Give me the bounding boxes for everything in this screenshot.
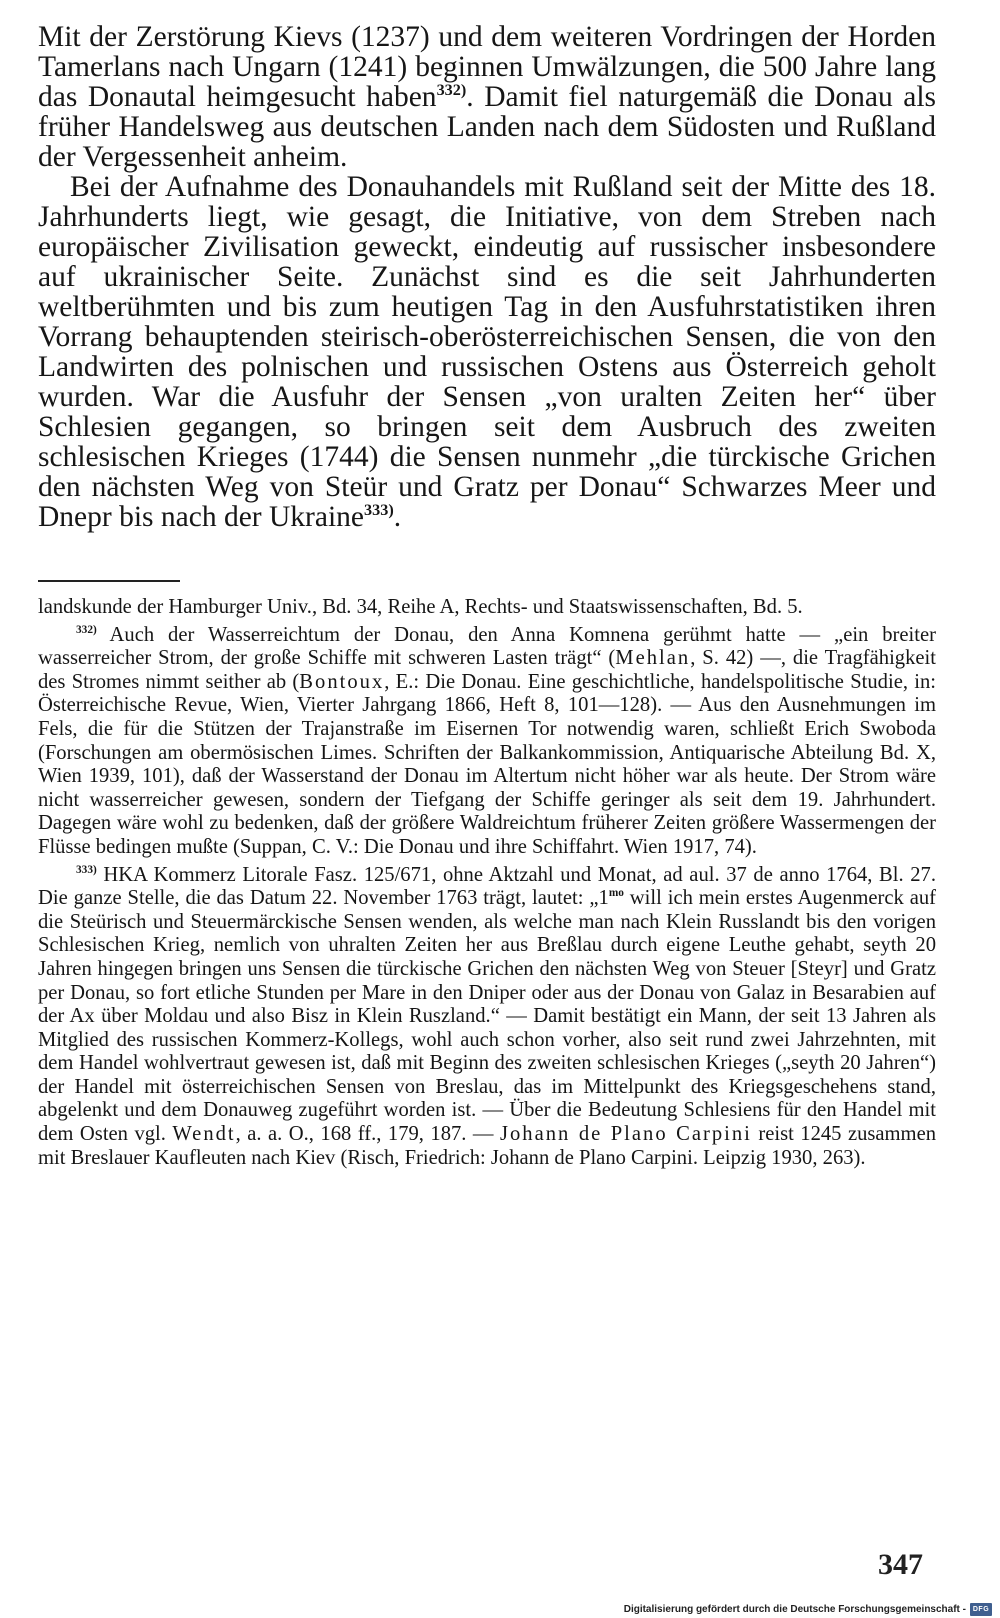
footnote-333-text-d: reist 1245 zusammen mit Breslauer Kaufleuten nach Kiev (Risch, Friedrich: Johann de Plano Carpini. Leipzig 1930, 263).: [38, 1123, 937, 1169]
footnote-332: [38, 624, 936, 860]
footnote-333-author-carpini: Johann de Plano Carpini: [500, 1123, 752, 1146]
footnote-continuation: landskunde der Hamburger Univ., Bd. 34, Reihe A, Rechts- und Staatswissenschaften, Bd. 5.: [38, 596, 803, 618]
footnote-332-text-c: , E.: Die Donau. Eine geschichtliche, handelspolitische Studie, in: Österreichische Revue, Wien, Vierter Jahrgang 1866, Heft 8, 101—128). — Aus den Ausnehmungen im Fels, die für die Stützen der Trajanstraße im Eisernen Tor notwendig waren, schließt Erich Swoboda (Forschungen am obermösischen Limes. Schriften der Balkankommission, Antiquarische Abteilung Bd. X, Wien 1939, 101), daß der Wasserstand der Donau im Altertum nicht höher war als heute. Der Strom wäre nicht wasserreicher gewesen, sondern der Tiefgang der Schiffe geringer als seit dem 19. Jahrhundert. Dagegen wäre wohl zu bedenken, daß der größere Waldreichtum früherer Zeiten größere Wassermengen der Flüsse bedingen mußte (Suppan, C. V.: Die Donau und ihre Schiffahrt. Wien 1917, 74).: [38, 670, 936, 858]
page-number: 347: [878, 1548, 923, 1581]
footnote-ref-333: 333): [364, 501, 394, 520]
footnote-333-number: 333): [76, 863, 97, 876]
paragraph-1: [38, 22, 936, 172]
footnote-ref-332: 332): [436, 81, 467, 100]
footnotes: [38, 596, 936, 1170]
footnote-333: [38, 864, 936, 1171]
footnote-333-superscript: mo: [608, 887, 624, 900]
footnote-333-text-c: , a. a. O., 168 ff., 179, 187. —: [235, 1123, 500, 1146]
footnote-separator: [38, 580, 180, 582]
credit-text: Digitalisierung gefördert durch die Deutsche Forschungsgemeinschaft -: [623, 1604, 966, 1615]
paragraph-2: [38, 172, 936, 532]
paragraph-1-text-a: Mit der Zerstörung Kievs (1237) und dem weiteren Vordringen der Horden Tamerlans nach Ungarn (1241) beginnen Umwälzungen, die 500 Jahre lang das Donautal heimgesucht haben: [38, 21, 936, 113]
footnote-333-text-b: will ich mein erstes Augenmerck auf die Steürisch und Steuermärckische Sensen wenden, als welche man nach Klein Russlandt bis den vorigen Schlesischen Krieg, nemlich von uhralten Zeiten her aus Breßlau durch eigene Leuthe gehabt, seyth 20 Jahren hingegen bringen uns Sensen die türckische Grichen den nächsten Weg von Steuer [Steyr] und Gratz per Donau, so fort etliche Stunden per Mare in den Dniper oder aus der Donau von Galaz in Besarabien auf der Ax über Moldau und also Bisz in Klein Ruszland.“ — Damit bestätigt ein Mann, der seit 13 Jahren als Mitglied des russischen Kommerz-Kollegs, wohl auch schon vorher, also seit rund zwei Jahrzehnten, mit dem Handel wohlvertraut gewesen ist, daß mit Beginn des zweiten schlesischen Krieges („seyth 20 Jahren“) der Handel mit österreichischen Sensen von Breslau, das im Mittelpunkt des Kriegsgeschehens stand, abgelenkt und dem Donauweg zugeführt worden ist. — Über die Bedeutung Schlesiens für den Handel mit dem Osten vgl.: [38, 887, 936, 1146]
footnote-332-text-a: Auch der Wasserreichtum der Donau, den Anna Komnena gerühmt hatte — „ein breiter wasserreicher Strom, der große Schiffe mit schweren Lasten trägt“ (: [38, 623, 936, 670]
footnote-332-number: 332): [76, 623, 97, 636]
digitization-credit: [624, 1603, 992, 1616]
main-text: [38, 22, 936, 532]
footnote-332-author-mehlan: Mehlan: [615, 647, 691, 670]
paragraph-2-text-b: .: [393, 501, 402, 533]
paragraph-1-text-b: . Damit fiel naturgemäß die Donau als früher Handelsweg aus deutschen Landen nach dem Südosten und Rußland der Vergessenheit anheim.: [38, 81, 937, 173]
footnote-332-author-bontoux: Bontoux: [299, 670, 385, 693]
footnote-333-text-a: HKA Kommerz Litorale Fasz. 125/671, ohne Aktzahl und Monat, ad aul. 37 de anno 1764, Bl. 27. Die ganze Stelle, die das Datum 22. November 1763 trägt, lautet: „1: [38, 863, 936, 910]
dfg-logo-icon: DFG: [970, 1603, 992, 1616]
paragraph-2-text-a: Bei der Aufnahme des Donauhandels mit Rußland seit der Mitte des 18. Jahrhunderts liegt, wie gesagt, die Initiative, von dem Streben nach europäischer Zivilisation geweckt, eindeutig auf russischer insbesondere auf ukrainischer Seite. Zunächst sind es die seit Jahrhunderten weltberühmten und bis zum heutigen Tag in den Ausfuhrstatistiken ihren Vorrang behauptenden steirisch-oberösterreichischen Sensen, die von den Landwirten des polnischen und russischen Ostens aus Österreich geholt wurden. War die Ausfuhr der Sensen „von uralten Zeiten her“ über Schlesien gegangen, so bringen seit dem Ausbruch des zweiten schlesischen Krieges (1744) die Sensen nunmehr „die türckische Grichen den nächsten Weg von Steür und Gratz per Donau“ Schwarzes Meer und Dnepr bis nach der Ukraine: [38, 171, 936, 533]
footnote-332-text-b: , S. 42) —, die Tragfähigkeit des Stromes nimmt seither ab (: [38, 647, 936, 693]
footnote-333-author-wendt: Wendt: [172, 1123, 236, 1146]
